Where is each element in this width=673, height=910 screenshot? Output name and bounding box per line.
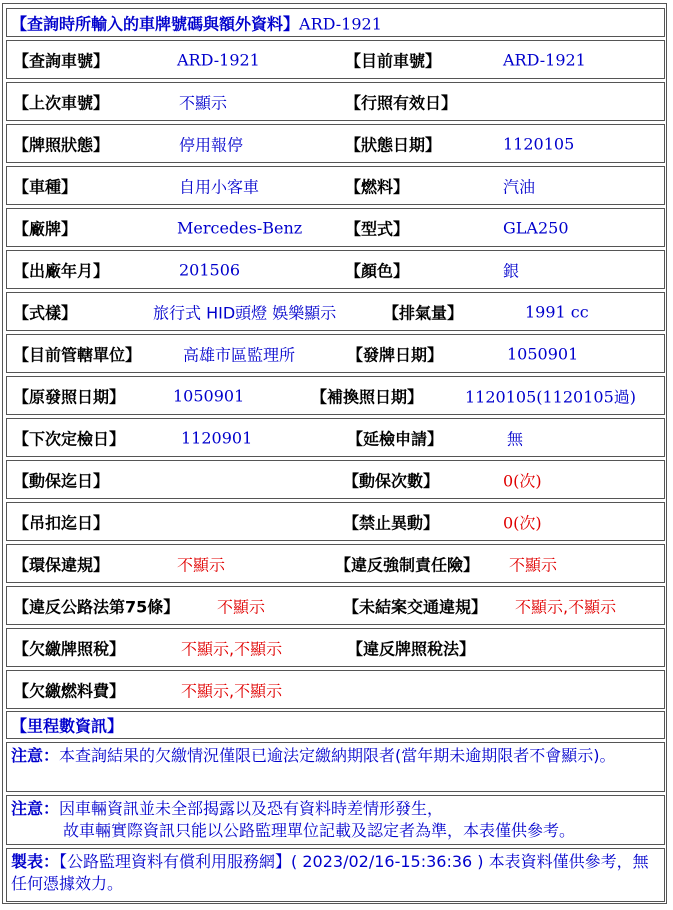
field-label: 【原發照日期】	[13, 387, 126, 406]
info-row	[6, 82, 665, 121]
field-value: Mercedes-Benz	[177, 218, 303, 237]
field-label: 【動保次數】	[343, 471, 440, 490]
info-row	[6, 628, 665, 667]
info-row	[6, 586, 665, 625]
field-label: 【違反強制責任險】	[335, 555, 480, 574]
field-value: 不顯示	[509, 555, 558, 574]
field-label: 【下次定檢日】	[13, 429, 126, 448]
field-label: 【廠牌】	[13, 219, 78, 238]
note-label: 注意：	[11, 799, 60, 818]
field-label: 【牌照狀態】	[13, 135, 110, 154]
field-label: 【上次車號】	[13, 93, 110, 112]
field-label: 【行照有效日】	[345, 93, 458, 112]
note-text: 本查詢結果的欠繳情況僅限已逾法定繳納期限者(當年期未逾期限者不會顯示)。	[59, 746, 616, 765]
note-disclaimer	[6, 795, 665, 845]
note-line-2: 故車輛實際資訊只能以公路監理單位記載及認定者為準，本表僅供參考。	[63, 821, 576, 840]
note-label: 注意：	[11, 746, 60, 765]
field-label: 【式樣】	[13, 303, 78, 322]
field-label: 【排氣量】	[383, 303, 464, 322]
field-value: 停用報停	[179, 135, 244, 154]
field-value: 無	[507, 429, 524, 448]
field-value: 自用小客車	[179, 177, 260, 196]
field-value: 旅行式 HID頭燈 娛樂顯示	[153, 303, 337, 322]
field-label: 【違反公路法第75條】	[13, 597, 180, 616]
field-label: 【吊扣迄日】	[13, 513, 110, 532]
info-row	[6, 418, 665, 457]
report-title-plate: ARD-1921	[299, 14, 382, 33]
field-value: 汽油	[503, 177, 536, 196]
field-label: 【環保違規】	[13, 555, 110, 574]
field-label: 【違反牌照稅法】	[347, 639, 476, 658]
info-row	[6, 376, 665, 415]
field-label: 【補換照日期】	[311, 387, 424, 406]
field-label: 【發牌日期】	[347, 345, 444, 364]
field-value: 不顯示	[179, 93, 228, 112]
field-label: 【型式】	[345, 219, 410, 238]
field-label: 【欠繳燃料費】	[13, 681, 126, 700]
info-row	[6, 502, 665, 541]
field-value: 不顯示	[217, 597, 266, 616]
field-label: 【延檢申請】	[347, 429, 444, 448]
info-row	[6, 292, 665, 331]
field-value: 1120105	[503, 134, 575, 153]
report-title-label: 【查詢時所輸入的車牌號碼與額外資料】	[11, 14, 300, 33]
field-value: 不顯示,不顯示	[515, 597, 617, 616]
field-label: 【查詢車號】	[13, 51, 110, 70]
field-value: 1991 cc	[525, 302, 589, 321]
mileage-title: 【里程數資訊】	[11, 716, 124, 736]
field-value: 0(次)	[503, 471, 542, 490]
field-label: 【車種】	[13, 177, 78, 196]
field-label: 【顏色】	[345, 261, 410, 280]
field-label: 【目前車號】	[345, 51, 442, 70]
note-overdue	[6, 742, 665, 792]
field-value: GLA250	[503, 218, 569, 237]
info-row	[6, 250, 665, 289]
field-value: ARD-1921	[503, 50, 586, 69]
field-label: 【未結案交通違規】	[343, 597, 488, 616]
field-value: 0(次)	[503, 513, 542, 532]
info-row	[6, 460, 665, 499]
footer-text: 【公路監理資料有償利用服務網】( 2023/02/16-15:36:36 ) 本表資料僅供參考，無任何憑據效力。	[11, 852, 649, 893]
field-value: 不顯示,不顯示	[181, 681, 283, 700]
note-line-1: 因車輛資訊並未全部揭露以及恐有資料時差情形發生，	[59, 799, 444, 818]
info-row	[6, 124, 665, 163]
field-value: 不顯示	[177, 555, 226, 574]
info-row	[6, 334, 665, 373]
field-label: 【動保迄日】	[13, 471, 110, 490]
info-row	[6, 670, 665, 709]
field-value: 201506	[179, 260, 241, 279]
field-label: 【目前管轄單位】	[13, 345, 142, 364]
field-label: 【燃料】	[345, 177, 410, 196]
report-title	[11, 11, 382, 34]
field-label: 【出廠年月】	[13, 261, 110, 280]
field-value: ARD-1921	[177, 50, 260, 69]
info-row	[6, 40, 665, 79]
info-row	[6, 208, 665, 247]
field-value: 銀	[503, 261, 520, 280]
field-value: 1050901	[507, 344, 579, 363]
field-value: 不顯示,不顯示	[181, 639, 283, 658]
report-title-row	[6, 8, 665, 37]
field-value: 1120901	[181, 428, 253, 447]
footer-label: 製表：	[11, 852, 60, 871]
field-label: 【欠繳牌照稅】	[13, 639, 126, 658]
mileage-section	[6, 711, 665, 739]
field-value: 1050901	[173, 386, 245, 405]
info-row	[6, 166, 665, 205]
field-label: 【狀態日期】	[345, 135, 442, 154]
field-value: 高雄市區監理所	[183, 345, 296, 364]
report-footer	[6, 848, 665, 902]
field-value: 1120105(1120105過)	[465, 387, 637, 406]
field-label: 【禁止異動】	[343, 513, 440, 532]
info-row	[6, 544, 665, 583]
